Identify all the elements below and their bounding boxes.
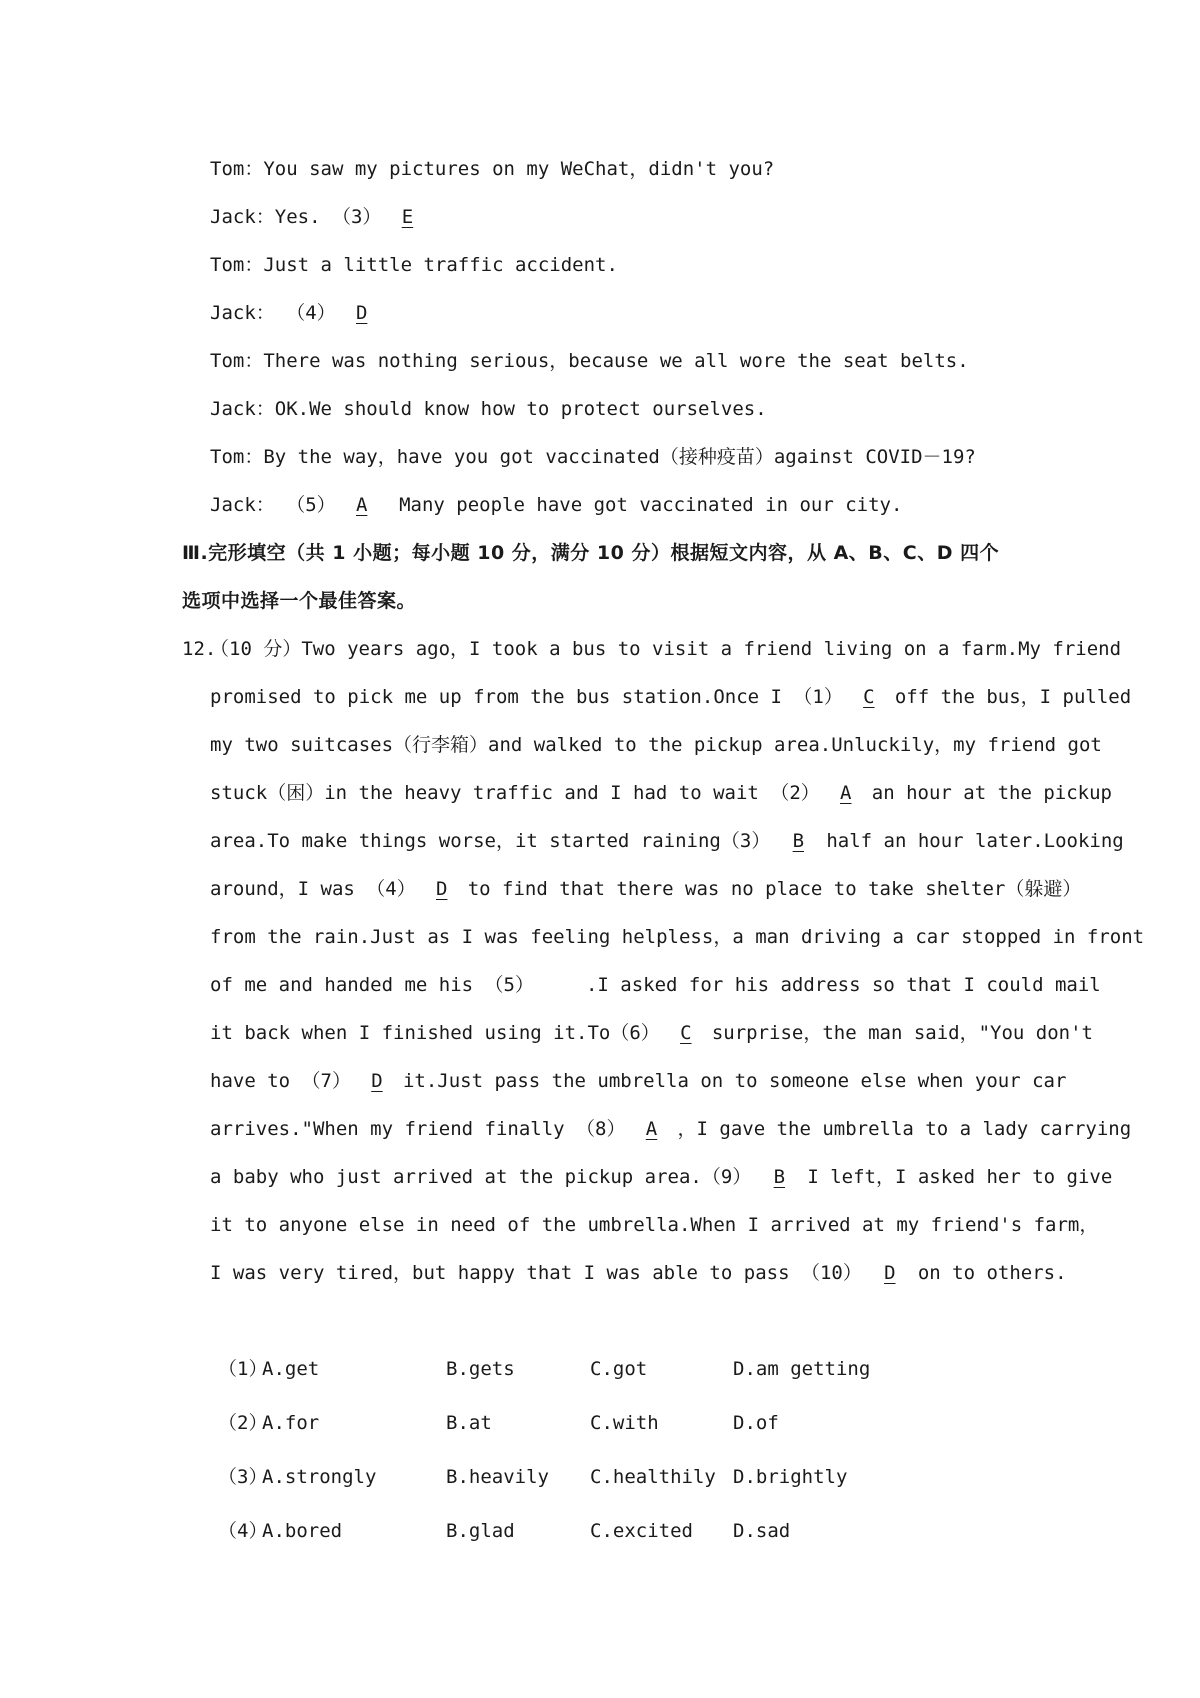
passage-text: of me and handed me his （5） (210, 974, 534, 996)
passage-line (210, 1021, 1093, 1045)
speaker: Jack： (210, 302, 275, 324)
passage-line (210, 1117, 1132, 1141)
passage-text: （10 分）Two years ago，I took a bus to visit a friend living on a farm.My friend (210, 638, 1122, 660)
passage-line (210, 973, 1101, 997)
option-b: B.gets (446, 1358, 515, 1380)
passage-line (210, 877, 1082, 901)
passage-text: from the rain.Just as I was feeling helpless，a man driving a car stopped in front (210, 926, 1145, 948)
option-a: A.get (262, 1358, 320, 1380)
question-number: 12. (182, 638, 217, 660)
passage-text: arrives."When my friend finally （8） (210, 1118, 626, 1140)
answer-blank: E (401, 206, 414, 228)
passage-line (210, 829, 1124, 853)
passage-line (210, 733, 1102, 757)
option-d: D.sad (733, 1520, 791, 1542)
passage-text-after: it.Just pass the umbrella on to someone else when your car (402, 1070, 1067, 1092)
passage-text: have to （7） (210, 1070, 351, 1092)
option-number: （2） (218, 1412, 268, 1434)
dialogue-line (210, 157, 774, 181)
passage-text-after: on to others. (917, 1262, 1067, 1284)
passage-text: a baby who just arrived at the pickup area.（9） (210, 1166, 752, 1188)
passage-text-after: I left，I asked her to give (807, 1166, 1113, 1188)
passage-text: around，I was （4） (210, 878, 416, 900)
passage-text-after: half an hour later.Looking (826, 830, 1124, 852)
passage-line (210, 781, 1112, 805)
passage-text: my two suitcases（行李箱）and walked to the pickup area.Unluckily，my friend got (210, 734, 1102, 756)
passage-text: it back when I finished using it.To（6） (210, 1022, 660, 1044)
passage-line (210, 1165, 1113, 1189)
passage-text-after: surprise，the man said，"You don't (711, 1022, 1093, 1044)
option-number: （3） (218, 1466, 268, 1488)
dialogue-line (210, 493, 902, 517)
dialogue-text (275, 302, 286, 324)
option-a: A.strongly (262, 1466, 377, 1488)
option-c: C.with (590, 1412, 659, 1434)
option-d: D.brightly (733, 1466, 848, 1488)
option-d: D.am getting (733, 1358, 871, 1380)
section-heading-cont: 选项中选择一个最佳答案。 (182, 590, 417, 612)
passage-line (210, 925, 1145, 949)
dialogue-text (275, 494, 286, 516)
speaker: Tom： (210, 254, 264, 276)
answer-blank: D (884, 1262, 896, 1284)
passage-line (210, 1213, 1099, 1237)
dialogue-line (210, 349, 969, 373)
blank-number: （5） (286, 494, 336, 516)
answer-blank: B (792, 830, 805, 852)
option-c: C.excited (590, 1520, 693, 1542)
answer-blank: A (645, 1118, 658, 1140)
answer-blank: D (355, 302, 368, 324)
option-c: C.healthily (590, 1466, 716, 1488)
option-b: B.heavily (446, 1466, 549, 1488)
dialogue-text: There was nothing serious，because we all wore the seat belts. (263, 350, 969, 372)
option-a: A.bored (262, 1520, 343, 1542)
passage-text-after: off the bus，I pulled (894, 686, 1132, 708)
answer-blank: B (773, 1166, 786, 1188)
blank-number: （3） (331, 206, 382, 228)
passage-text: it to anyone else in need of the umbrella.When I arrived at my friend's farm， (210, 1214, 1099, 1236)
speaker: Jack： (210, 206, 275, 228)
dialogue-text-after: Many people have got vaccinated in our city. (387, 494, 903, 516)
speaker: Jack： (210, 398, 275, 420)
dialogue-line (210, 301, 388, 325)
option-number: （4） (218, 1520, 268, 1542)
dialogue-text: Just a little traffic accident. (263, 254, 618, 276)
dialogue-text: By the way，have you got vaccinated（接种疫苗）against COVID－19? (263, 446, 976, 468)
option-number: （1） (218, 1358, 268, 1380)
passage-text-after: an hour at the pickup (871, 782, 1112, 804)
dialogue-line (210, 253, 618, 277)
passage-line (210, 1069, 1067, 1093)
section-heading: Ⅲ.完形填空（共 1 小题；每小题 10 分，满分 10 分）根据短文内容，从 A、B、C、D 四个 (182, 542, 1000, 564)
speaker: Tom： (210, 350, 264, 372)
passage-line (210, 685, 1132, 709)
answer-blank: C (680, 1022, 692, 1044)
dialogue-text: Yes. (274, 206, 332, 228)
answer-blank: D (435, 878, 448, 900)
passage-text-after: ，I gave the umbrella to a lady carrying (677, 1118, 1132, 1140)
option-a: A.for (262, 1412, 320, 1434)
dialogue-line (210, 445, 976, 469)
passage-text: area.To make things worse，it started raining（3） (210, 830, 771, 852)
option-b: B.glad (446, 1520, 515, 1542)
speaker: Tom： (210, 158, 264, 180)
answer-blank: C (863, 686, 875, 708)
passage-line (210, 1261, 1067, 1285)
speaker: Tom： (210, 446, 264, 468)
blank-number: （4） (286, 302, 336, 324)
dialogue-text: You saw my pictures on my WeChat，didn't you? (263, 158, 775, 180)
option-d: D.of (733, 1412, 779, 1434)
passage-text-after: to find that there was no place to take shelter（躲避） (467, 878, 1082, 900)
passage-text: promised to pick me up from the bus station.Once I （1） (210, 686, 843, 708)
answer-blank: A (355, 494, 368, 516)
passage-line (210, 637, 1122, 661)
option-b: B.at (446, 1412, 492, 1434)
dialogue-text: OK.We should know how to protect ourselves. (274, 398, 767, 420)
dialogue-line (210, 205, 433, 229)
answer-blank: D (371, 1070, 383, 1092)
passage-text-after: .I asked for his address so that I could mail (585, 974, 1101, 996)
speaker: Jack： (210, 494, 275, 516)
dialogue-line (210, 397, 767, 421)
passage-text: stuck（困）in the heavy traffic and I had to wait （2） (210, 782, 820, 804)
answer-blank: A (840, 782, 852, 804)
passage-text: I was very tired，but happy that I was able to pass （10） (210, 1262, 862, 1284)
option-c: C.got (590, 1358, 648, 1380)
